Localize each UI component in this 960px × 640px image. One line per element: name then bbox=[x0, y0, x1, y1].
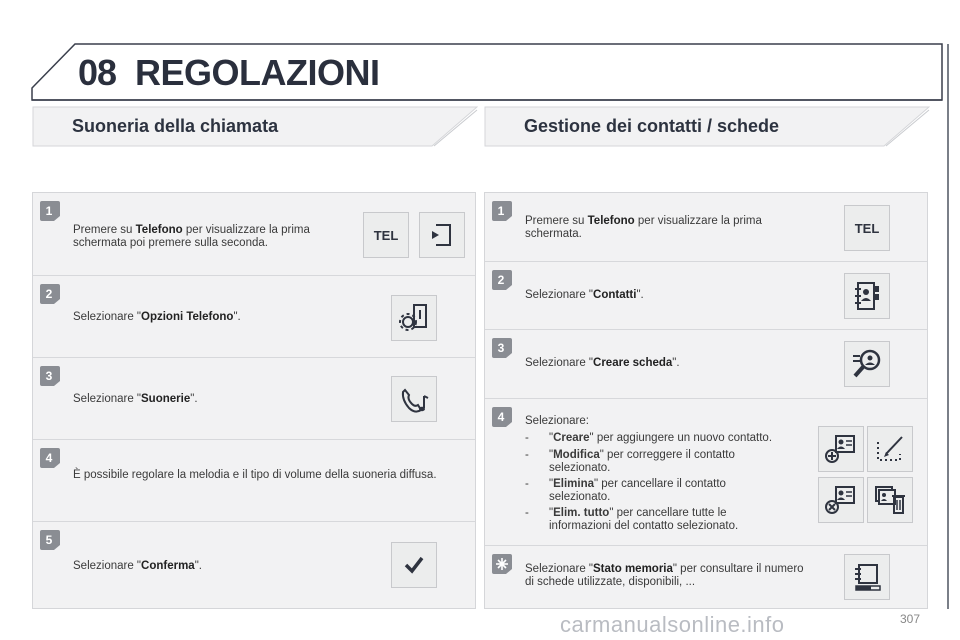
left-step-3 bbox=[33, 358, 475, 440]
left-step-1-text: Premere su Telefono per visualizzare la prima schermata poi premere sulla seconda. bbox=[73, 224, 310, 249]
bullet-modifica: - "Modifica" per correggere il contatto selezionato. bbox=[525, 449, 735, 474]
delete-contact-icon[interactable] bbox=[818, 477, 864, 523]
left-step-2 bbox=[33, 276, 475, 358]
tel-button[interactable]: TEL bbox=[844, 205, 890, 251]
left-step-4 bbox=[33, 440, 475, 522]
step-number-5-icon bbox=[39, 528, 61, 552]
contacts-icon[interactable] bbox=[844, 273, 890, 319]
right-step-1 bbox=[485, 193, 927, 262]
memory-status-icon[interactable] bbox=[844, 554, 890, 600]
right-step-3 bbox=[485, 330, 927, 399]
left-step-3-text: Selezionare "Suonerie". bbox=[73, 393, 198, 405]
right-section-title: Gestione dei contatti / schede bbox=[524, 116, 780, 136]
watermark: carmanualsonline.info bbox=[560, 612, 785, 637]
chapter-title: REGOLAZIONI bbox=[135, 52, 380, 93]
chapter-number: 08 bbox=[78, 52, 117, 93]
svg-text:1: 1 bbox=[45, 204, 53, 218]
step-number-2-icon bbox=[491, 268, 513, 292]
bullet-creare: - "Creare" per aggiungere un nuovo contatto. bbox=[525, 432, 773, 444]
right-steps-panel bbox=[484, 192, 928, 609]
tel-button[interactable]: TEL bbox=[363, 212, 409, 258]
search-contact-icon[interactable] bbox=[844, 341, 890, 387]
left-section-title: Suoneria della chiamata bbox=[72, 116, 279, 136]
right-step-3-text: Selezionare "Creare scheda". bbox=[525, 357, 680, 369]
tip-star-icon bbox=[491, 552, 513, 576]
left-step-2-text: Selezionare "Opzioni Telefono". bbox=[73, 311, 241, 323]
step-number-4-icon bbox=[39, 446, 61, 470]
page-number: 307 bbox=[900, 612, 921, 626]
bullet-elim-tutto: - "Elim. tutto" per cancellare tutte le informazioni del contatto selezionato. bbox=[525, 507, 739, 532]
delete-all-icon[interactable] bbox=[867, 477, 913, 523]
svg-text:4: 4 bbox=[497, 410, 505, 424]
step-number-3-icon bbox=[39, 364, 61, 388]
phone-settings-icon[interactable] bbox=[391, 295, 437, 341]
right-step-memory-text: Selezionare "Stato memoria" per consultare il numero di schede utilizzate, disponibili, ... bbox=[525, 563, 804, 588]
bullet-elimina: - "Elimina" per cancellare il contatto selezionato. bbox=[525, 478, 726, 503]
right-step-4-intro: Selezionare: bbox=[525, 415, 589, 427]
svg-text:1: 1 bbox=[497, 204, 505, 218]
svg-text:3: 3 bbox=[45, 369, 53, 383]
right-step-memory bbox=[485, 546, 927, 609]
right-step-4 bbox=[485, 399, 927, 546]
svg-text:5: 5 bbox=[45, 533, 53, 547]
left-steps-panel bbox=[32, 192, 476, 609]
step-number-4-icon bbox=[491, 405, 513, 429]
step-number-2-icon bbox=[39, 282, 61, 306]
right-step-2 bbox=[485, 262, 927, 330]
add-contact-icon[interactable] bbox=[818, 426, 864, 472]
next-page-icon[interactable] bbox=[419, 212, 465, 258]
svg-text:4: 4 bbox=[45, 451, 53, 465]
left-step-5-text: Selezionare "Conferma". bbox=[73, 560, 202, 572]
left-step-4-text: È possibile regolare la melodia e il tipo di volume della suoneria diffusa. bbox=[73, 469, 437, 481]
margin-rule bbox=[947, 44, 949, 609]
svg-text:2: 2 bbox=[45, 287, 53, 301]
svg-text:2: 2 bbox=[497, 273, 505, 287]
right-step-2-text: Selezionare "Contatti". bbox=[525, 289, 644, 301]
left-step-5 bbox=[33, 522, 475, 609]
svg-text:3: 3 bbox=[497, 341, 505, 355]
step-number-3-icon bbox=[491, 336, 513, 360]
check-icon[interactable] bbox=[391, 542, 437, 588]
right-step-1-text: Premere su Telefono per visualizzare la prima schermata. bbox=[525, 215, 762, 240]
step-number-1-icon bbox=[39, 199, 61, 223]
ringtone-icon[interactable] bbox=[391, 376, 437, 422]
step-number-1-icon bbox=[491, 199, 513, 223]
edit-contact-icon[interactable] bbox=[867, 426, 913, 472]
left-step-1 bbox=[33, 193, 475, 276]
